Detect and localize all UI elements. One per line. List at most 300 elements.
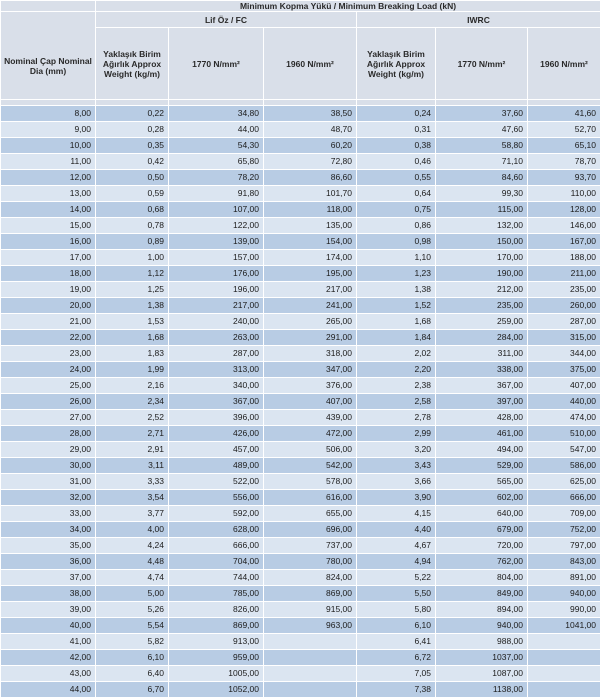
cell-weight-iwrc: 0,86 (357, 218, 436, 234)
cell-weight-iwrc: 7,05 (357, 666, 436, 682)
cell-nominal-dia: 35,00 (1, 538, 96, 554)
cell-nominal-dia: 12,00 (1, 170, 96, 186)
cell-fc-1770: 217,00 (169, 298, 264, 314)
cell-fc-1960: 869,00 (264, 586, 357, 602)
cell-fc-1960: 376,00 (264, 378, 357, 394)
cell-nominal-dia: 38,00 (1, 586, 96, 602)
table-row (1, 106, 600, 122)
cell-fc-1960: 824,00 (264, 570, 357, 586)
cell-weight-fc: 3,33 (96, 474, 169, 490)
cell-iwrc-1770: 894,00 (436, 602, 528, 618)
cell-iwrc-1960: 128,00 (528, 202, 600, 218)
cell-iwrc-1960: 375,00 (528, 362, 600, 378)
cell-weight-iwrc: 6,72 (357, 650, 436, 666)
cell-nominal-dia: 28,00 (1, 426, 96, 442)
cell-fc-1960: 963,00 (264, 618, 357, 634)
cell-nominal-dia: 41,00 (1, 634, 96, 650)
cell-fc-1960: 60,20 (264, 138, 357, 154)
cell-iwrc-1960: 797,00 (528, 538, 600, 554)
cell-weight-iwrc: 0,64 (357, 186, 436, 202)
cell-iwrc-1960: 65,10 (528, 138, 600, 154)
cell-nominal-dia: 20,00 (1, 298, 96, 314)
table-row (1, 650, 600, 666)
cell-nominal-dia: 31,00 (1, 474, 96, 490)
cell-nominal-dia: 26,00 (1, 394, 96, 410)
table-row (1, 378, 600, 394)
cell-weight-fc: 0,28 (96, 122, 169, 138)
cell-fc-1960: 241,00 (264, 298, 357, 314)
col-header-weight-fc: Yaklaşık Birim Ağırlık Approx Weight (kg/m) (96, 28, 169, 100)
cell-iwrc-1770: 529,00 (436, 458, 528, 474)
cell-fc-1960: 472,00 (264, 426, 357, 442)
group-header-iwrc: IWRC (357, 12, 600, 28)
cell-iwrc-1960: 146,00 (528, 218, 600, 234)
cell-iwrc-1960: 211,00 (528, 266, 600, 282)
cell-iwrc-1960: 344,00 (528, 346, 600, 362)
table-row (1, 618, 600, 634)
cell-weight-fc: 2,71 (96, 426, 169, 442)
cell-iwrc-1960: 625,00 (528, 474, 600, 490)
table-row (1, 682, 600, 698)
cell-iwrc-1770: 150,00 (436, 234, 528, 250)
cell-fc-1960: 48,70 (264, 122, 357, 138)
cell-weight-fc: 1,25 (96, 282, 169, 298)
table-row (1, 346, 600, 362)
cell-iwrc-1960: 93,70 (528, 170, 600, 186)
group-header-fc: Lif Öz / FC (96, 12, 357, 28)
cell-weight-fc: 5,00 (96, 586, 169, 602)
cell-fc-1770: 139,00 (169, 234, 264, 250)
cell-weight-iwrc: 3,90 (357, 490, 436, 506)
table-row (1, 282, 600, 298)
cell-iwrc-1960: 547,00 (528, 442, 600, 458)
cell-iwrc-1770: 940,00 (436, 618, 528, 634)
cell-nominal-dia: 19,00 (1, 282, 96, 298)
cell-fc-1960: 135,00 (264, 218, 357, 234)
cell-weight-fc: 1,99 (96, 362, 169, 378)
cell-iwrc-1960: 41,60 (528, 106, 600, 122)
cell-fc-1960: 737,00 (264, 538, 357, 554)
cell-fc-1960 (264, 634, 357, 650)
cell-iwrc-1770: 212,00 (436, 282, 528, 298)
cell-iwrc-1770: 367,00 (436, 378, 528, 394)
cell-weight-iwrc: 1,23 (357, 266, 436, 282)
cell-iwrc-1770: 190,00 (436, 266, 528, 282)
cell-nominal-dia: 13,00 (1, 186, 96, 202)
cell-weight-iwrc: 4,15 (357, 506, 436, 522)
cell-iwrc-1770: 565,00 (436, 474, 528, 490)
cell-iwrc-1960 (528, 666, 600, 682)
cell-iwrc-1960: 235,00 (528, 282, 600, 298)
cell-iwrc-1770: 99,30 (436, 186, 528, 202)
cell-weight-iwrc: 2,38 (357, 378, 436, 394)
cell-iwrc-1960: 843,00 (528, 554, 600, 570)
table-row (1, 506, 600, 522)
cell-weight-fc: 5,26 (96, 602, 169, 618)
cell-fc-1770: 1052,00 (169, 682, 264, 698)
cell-fc-1960: 195,00 (264, 266, 357, 282)
cell-weight-iwrc: 1,68 (357, 314, 436, 330)
cell-fc-1960: 291,00 (264, 330, 357, 346)
cell-fc-1770: 426,00 (169, 426, 264, 442)
cell-fc-1770: 628,00 (169, 522, 264, 538)
cell-weight-iwrc: 1,84 (357, 330, 436, 346)
cell-iwrc-1770: 37,60 (436, 106, 528, 122)
cell-weight-iwrc: 4,40 (357, 522, 436, 538)
cell-iwrc-1960: 167,00 (528, 234, 600, 250)
cell-weight-fc: 5,54 (96, 618, 169, 634)
cell-fc-1960: 118,00 (264, 202, 357, 218)
cell-nominal-dia: 25,00 (1, 378, 96, 394)
cell-fc-1770: 913,00 (169, 634, 264, 650)
cell-weight-fc: 3,11 (96, 458, 169, 474)
table-title: Minimum Kopma Yükü / Minimum Breaking Load (kN) (96, 1, 600, 12)
table-row (1, 250, 600, 266)
table-row (1, 522, 600, 538)
table-body (1, 106, 600, 698)
cell-nominal-dia: 32,00 (1, 490, 96, 506)
table-row (1, 602, 600, 618)
cell-nominal-dia: 43,00 (1, 666, 96, 682)
cell-iwrc-1770: 1087,00 (436, 666, 528, 682)
cell-fc-1770: 91,80 (169, 186, 264, 202)
cell-fc-1960: 407,00 (264, 394, 357, 410)
cell-iwrc-1770: 640,00 (436, 506, 528, 522)
table-row (1, 442, 600, 458)
cell-fc-1960: 696,00 (264, 522, 357, 538)
cell-nominal-dia: 29,00 (1, 442, 96, 458)
cell-fc-1960 (264, 666, 357, 682)
cell-weight-iwrc: 5,80 (357, 602, 436, 618)
table-row (1, 154, 600, 170)
cell-fc-1960: 780,00 (264, 554, 357, 570)
table-row (1, 490, 600, 506)
cell-iwrc-1960: 510,00 (528, 426, 600, 442)
cell-fc-1770: 176,00 (169, 266, 264, 282)
cell-nominal-dia: 22,00 (1, 330, 96, 346)
cell-weight-iwrc: 0,75 (357, 202, 436, 218)
cell-fc-1770: 122,00 (169, 218, 264, 234)
cell-nominal-dia: 33,00 (1, 506, 96, 522)
cell-nominal-dia: 24,00 (1, 362, 96, 378)
table-row (1, 122, 600, 138)
cell-fc-1960: 265,00 (264, 314, 357, 330)
cell-iwrc-1770: 804,00 (436, 570, 528, 586)
cell-iwrc-1960: 891,00 (528, 570, 600, 586)
cell-fc-1960: 616,00 (264, 490, 357, 506)
table-row (1, 426, 600, 442)
cell-fc-1960: 154,00 (264, 234, 357, 250)
cell-nominal-dia: 34,00 (1, 522, 96, 538)
cell-fc-1960: 174,00 (264, 250, 357, 266)
table-row (1, 298, 600, 314)
cell-fc-1770: 396,00 (169, 410, 264, 426)
cell-fc-1770: 313,00 (169, 362, 264, 378)
cell-iwrc-1770: 1138,00 (436, 682, 528, 698)
cell-fc-1960: 542,00 (264, 458, 357, 474)
cell-fc-1770: 592,00 (169, 506, 264, 522)
cell-weight-iwrc: 5,22 (357, 570, 436, 586)
cell-weight-iwrc: 2,78 (357, 410, 436, 426)
col-header-iwrc-1770: 1770 N/mm² (436, 28, 528, 100)
cell-weight-fc: 0,22 (96, 106, 169, 122)
cell-nominal-dia: 9,00 (1, 122, 96, 138)
cell-fc-1960: 86,60 (264, 170, 357, 186)
cell-iwrc-1960: 1041,00 (528, 618, 600, 634)
cell-fc-1770: 157,00 (169, 250, 264, 266)
cell-nominal-dia: 11,00 (1, 154, 96, 170)
cell-fc-1770: 666,00 (169, 538, 264, 554)
cell-iwrc-1770: 47,60 (436, 122, 528, 138)
cell-weight-fc: 0,59 (96, 186, 169, 202)
cell-iwrc-1960: 188,00 (528, 250, 600, 266)
cell-weight-iwrc: 0,98 (357, 234, 436, 250)
cell-fc-1770: 457,00 (169, 442, 264, 458)
table-row (1, 586, 600, 602)
table-row (1, 394, 600, 410)
cell-weight-fc: 1,68 (96, 330, 169, 346)
cell-nominal-dia: 39,00 (1, 602, 96, 618)
cell-iwrc-1770: 84,60 (436, 170, 528, 186)
cell-nominal-dia: 17,00 (1, 250, 96, 266)
cell-nominal-dia: 21,00 (1, 314, 96, 330)
table-row (1, 138, 600, 154)
cell-fc-1960: 439,00 (264, 410, 357, 426)
cell-weight-fc: 0,42 (96, 154, 169, 170)
cell-fc-1960 (264, 650, 357, 666)
cell-nominal-dia: 42,00 (1, 650, 96, 666)
cell-iwrc-1770: 494,00 (436, 442, 528, 458)
cell-fc-1770: 826,00 (169, 602, 264, 618)
table-row (1, 218, 600, 234)
cell-fc-1770: 704,00 (169, 554, 264, 570)
cell-fc-1770: 240,00 (169, 314, 264, 330)
cell-weight-fc: 6,70 (96, 682, 169, 698)
table-row (1, 202, 600, 218)
cell-weight-fc: 5,82 (96, 634, 169, 650)
cell-weight-iwrc: 3,20 (357, 442, 436, 458)
cell-nominal-dia: 18,00 (1, 266, 96, 282)
col-header-fc-1770: 1770 N/mm² (169, 28, 264, 100)
cell-fc-1770: 54,30 (169, 138, 264, 154)
cell-fc-1770: 65,80 (169, 154, 264, 170)
cell-fc-1770: 34,80 (169, 106, 264, 122)
cell-iwrc-1960: 52,70 (528, 122, 600, 138)
cell-iwrc-1960: 752,00 (528, 522, 600, 538)
cell-iwrc-1960: 260,00 (528, 298, 600, 314)
cell-weight-fc: 4,00 (96, 522, 169, 538)
cell-nominal-dia: 14,00 (1, 202, 96, 218)
cell-iwrc-1770: 115,00 (436, 202, 528, 218)
cell-weight-fc: 1,00 (96, 250, 169, 266)
cell-weight-iwrc: 1,10 (357, 250, 436, 266)
cell-weight-fc: 2,34 (96, 394, 169, 410)
cell-iwrc-1770: 71,10 (436, 154, 528, 170)
table-row (1, 634, 600, 650)
cell-fc-1960: 347,00 (264, 362, 357, 378)
cell-iwrc-1960: 407,00 (528, 378, 600, 394)
cell-nominal-dia: 27,00 (1, 410, 96, 426)
cell-fc-1770: 489,00 (169, 458, 264, 474)
cell-fc-1960: 506,00 (264, 442, 357, 458)
cell-weight-iwrc: 2,58 (357, 394, 436, 410)
cell-iwrc-1770: 397,00 (436, 394, 528, 410)
cell-weight-iwrc: 4,67 (357, 538, 436, 554)
cell-nominal-dia: 40,00 (1, 618, 96, 634)
cell-weight-iwrc: 0,46 (357, 154, 436, 170)
col-header-iwrc-1960: 1960 N/mm² (528, 28, 600, 100)
cell-iwrc-1770: 259,00 (436, 314, 528, 330)
cell-fc-1960: 578,00 (264, 474, 357, 490)
cell-nominal-dia: 36,00 (1, 554, 96, 570)
cell-iwrc-1960: 287,00 (528, 314, 600, 330)
cell-fc-1770: 78,20 (169, 170, 264, 186)
cell-fc-1770: 744,00 (169, 570, 264, 586)
cell-iwrc-1770: 284,00 (436, 330, 528, 346)
cell-weight-iwrc: 5,50 (357, 586, 436, 602)
cell-iwrc-1770: 762,00 (436, 554, 528, 570)
cell-weight-fc: 0,35 (96, 138, 169, 154)
cell-fc-1960: 318,00 (264, 346, 357, 362)
cell-weight-fc: 1,53 (96, 314, 169, 330)
cell-weight-fc: 1,38 (96, 298, 169, 314)
table-row (1, 234, 600, 250)
cell-weight-fc: 4,24 (96, 538, 169, 554)
cell-fc-1770: 522,00 (169, 474, 264, 490)
cell-fc-1770: 340,00 (169, 378, 264, 394)
table-row (1, 186, 600, 202)
cell-fc-1960: 101,70 (264, 186, 357, 202)
cell-weight-iwrc: 0,38 (357, 138, 436, 154)
cell-iwrc-1960: 666,00 (528, 490, 600, 506)
cell-weight-fc: 4,48 (96, 554, 169, 570)
cell-iwrc-1770: 235,00 (436, 298, 528, 314)
cell-weight-fc: 0,78 (96, 218, 169, 234)
cell-weight-fc: 2,52 (96, 410, 169, 426)
cell-weight-iwrc: 4,94 (357, 554, 436, 570)
cell-fc-1960: 72,80 (264, 154, 357, 170)
cell-weight-fc: 6,10 (96, 650, 169, 666)
cell-fc-1770: 367,00 (169, 394, 264, 410)
cell-weight-fc: 2,16 (96, 378, 169, 394)
cell-fc-1960: 655,00 (264, 506, 357, 522)
cell-weight-iwrc: 6,41 (357, 634, 436, 650)
cell-weight-fc: 3,54 (96, 490, 169, 506)
cell-fc-1770: 556,00 (169, 490, 264, 506)
cell-fc-1770: 959,00 (169, 650, 264, 666)
cell-nominal-dia: 37,00 (1, 570, 96, 586)
table-row (1, 362, 600, 378)
table-row (1, 170, 600, 186)
cell-fc-1960: 217,00 (264, 282, 357, 298)
cell-iwrc-1960: 474,00 (528, 410, 600, 426)
cell-weight-iwrc: 2,02 (357, 346, 436, 362)
cell-fc-1770: 1005,00 (169, 666, 264, 682)
cell-weight-fc: 0,89 (96, 234, 169, 250)
cell-weight-fc: 3,77 (96, 506, 169, 522)
table-row (1, 410, 600, 426)
col-header-weight-iwrc: Yaklaşık Birim Ağırlık Approx Weight (kg/m) (357, 28, 436, 100)
cell-fc-1770: 869,00 (169, 618, 264, 634)
cell-weight-iwrc: 2,99 (357, 426, 436, 442)
cell-fc-1770: 44,00 (169, 122, 264, 138)
cell-fc-1960: 915,00 (264, 602, 357, 618)
cell-nominal-dia: 10,00 (1, 138, 96, 154)
cell-iwrc-1960: 990,00 (528, 602, 600, 618)
cell-weight-iwrc: 0,31 (357, 122, 436, 138)
cell-weight-fc: 4,74 (96, 570, 169, 586)
cell-nominal-dia: 8,00 (1, 106, 96, 122)
table-row (1, 570, 600, 586)
table-row (1, 474, 600, 490)
cell-iwrc-1960 (528, 634, 600, 650)
cell-iwrc-1770: 988,00 (436, 634, 528, 650)
cell-weight-iwrc: 3,66 (357, 474, 436, 490)
cell-iwrc-1960: 940,00 (528, 586, 600, 602)
cell-iwrc-1770: 679,00 (436, 522, 528, 538)
cell-iwrc-1770: 428,00 (436, 410, 528, 426)
table-row (1, 538, 600, 554)
cell-weight-fc: 1,12 (96, 266, 169, 282)
cell-weight-iwrc: 1,52 (357, 298, 436, 314)
cell-iwrc-1960: 709,00 (528, 506, 600, 522)
cell-fc-1770: 107,00 (169, 202, 264, 218)
cell-iwrc-1770: 170,00 (436, 250, 528, 266)
cell-fc-1960 (264, 682, 357, 698)
table-row (1, 666, 600, 682)
cell-nominal-dia: 44,00 (1, 682, 96, 698)
cell-fc-1770: 263,00 (169, 330, 264, 346)
col-header-fc-1960: 1960 N/mm² (264, 28, 357, 100)
cell-nominal-dia: 15,00 (1, 218, 96, 234)
cell-weight-fc: 0,50 (96, 170, 169, 186)
cell-iwrc-1770: 849,00 (436, 586, 528, 602)
cell-weight-fc: 1,83 (96, 346, 169, 362)
cell-iwrc-1960 (528, 682, 600, 698)
cell-fc-1770: 287,00 (169, 346, 264, 362)
cell-iwrc-1770: 602,00 (436, 490, 528, 506)
cell-nominal-dia: 23,00 (1, 346, 96, 362)
cell-iwrc-1770: 720,00 (436, 538, 528, 554)
cell-fc-1770: 196,00 (169, 282, 264, 298)
cell-weight-fc: 2,91 (96, 442, 169, 458)
cell-weight-iwrc: 3,43 (357, 458, 436, 474)
cell-weight-iwrc: 1,38 (357, 282, 436, 298)
cell-iwrc-1770: 58,80 (436, 138, 528, 154)
cell-fc-1770: 785,00 (169, 586, 264, 602)
cell-weight-iwrc: 7,38 (357, 682, 436, 698)
cell-weight-iwrc: 0,24 (357, 106, 436, 122)
col-header-nominal-dia: Nominal Çap Nominal Dia (mm) (1, 12, 96, 100)
cell-iwrc-1960: 110,00 (528, 186, 600, 202)
cell-weight-iwrc: 0,55 (357, 170, 436, 186)
cell-iwrc-1960: 78,70 (528, 154, 600, 170)
cell-iwrc-1960: 315,00 (528, 330, 600, 346)
cell-fc-1960: 38,50 (264, 106, 357, 122)
cell-iwrc-1770: 461,00 (436, 426, 528, 442)
table-row (1, 314, 600, 330)
cell-weight-iwrc: 6,10 (357, 618, 436, 634)
cell-nominal-dia: 30,00 (1, 458, 96, 474)
table-row (1, 330, 600, 346)
cell-iwrc-1770: 132,00 (436, 218, 528, 234)
cell-iwrc-1770: 338,00 (436, 362, 528, 378)
table-row (1, 266, 600, 282)
cell-iwrc-1960: 586,00 (528, 458, 600, 474)
cell-weight-iwrc: 2,20 (357, 362, 436, 378)
cell-weight-fc: 0,68 (96, 202, 169, 218)
cell-iwrc-1960: 440,00 (528, 394, 600, 410)
